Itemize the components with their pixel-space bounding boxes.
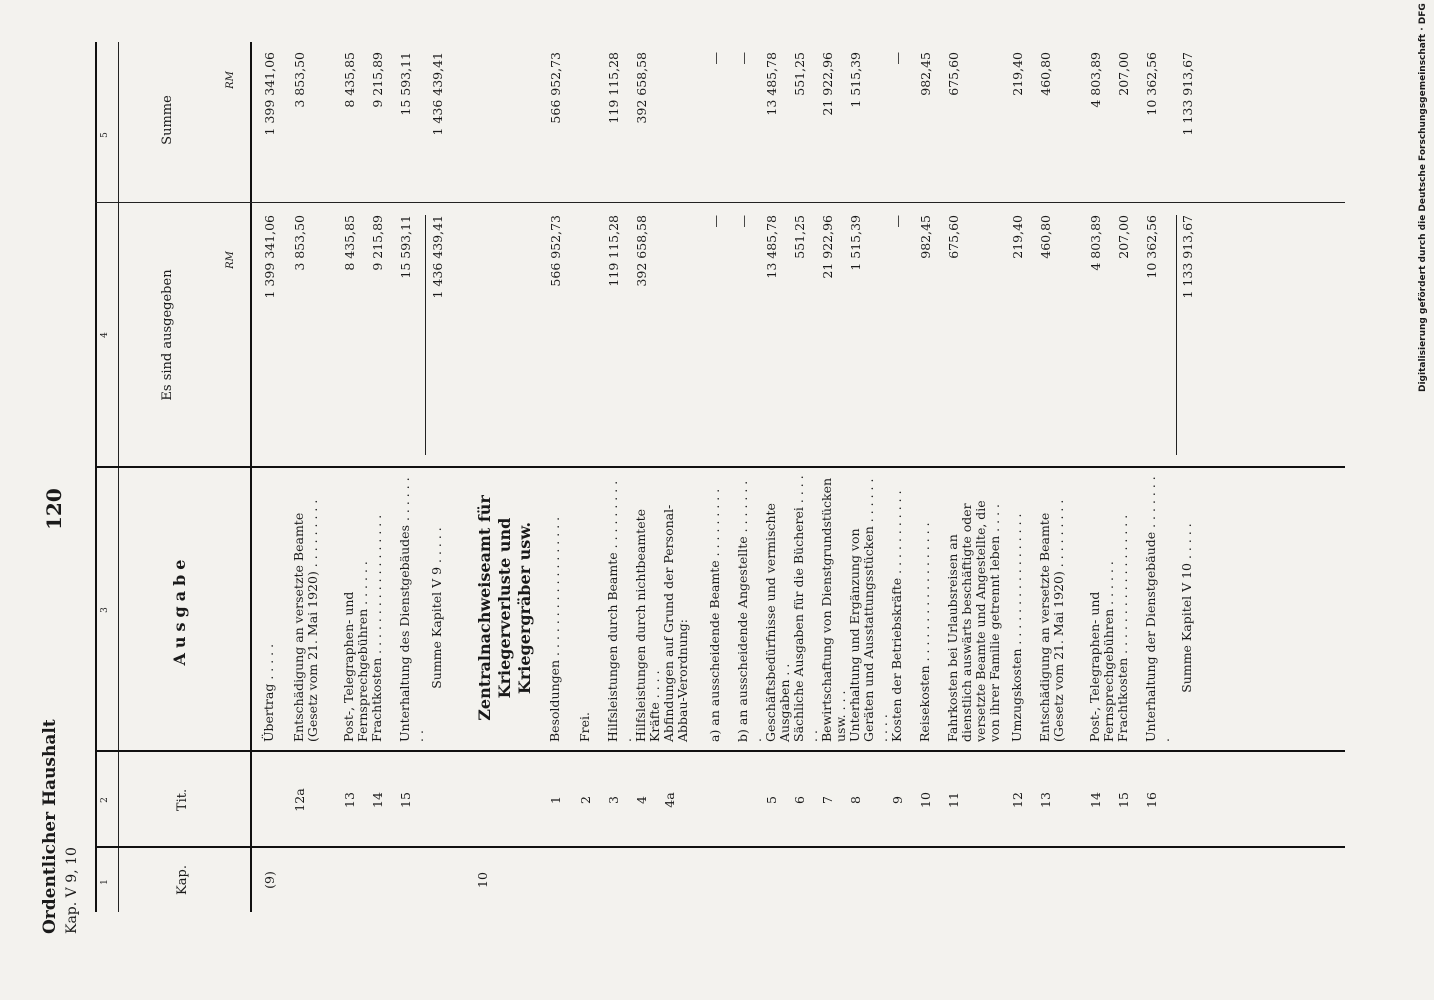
row-summe: 566 952,73: [548, 52, 563, 124]
row-description: Übertrag . . . . .: [261, 643, 276, 742]
document-title: Ordentlicher Haushalt: [40, 719, 60, 934]
row-ausgegeben: 219,40: [1010, 215, 1025, 259]
row-tit: 10: [918, 792, 933, 808]
row-ausgegeben: 8 435,85: [342, 215, 357, 271]
row-ausgegeben: 3 853,50: [292, 215, 307, 271]
row-description: Umzugskosten . . . . . . . . . . . . . . . . .: [1009, 513, 1024, 742]
row-description: b) an ausscheidende Angestellte . . . . . . . .: [735, 480, 764, 742]
row-summe: 207,00: [1116, 52, 1131, 96]
row-description: Bewirtschaftung von Dienstgrundstücken usw. . . .: [819, 477, 848, 742]
row-summe: 13 485,78: [764, 52, 779, 116]
row-summe: 10 362,56: [1144, 52, 1159, 116]
unit-summe: RM: [225, 71, 236, 89]
row-tit: 14: [1088, 792, 1103, 808]
row-description: Kosten der Betriebskräfte . . . . . . . . . . .: [889, 490, 904, 742]
header-bottom-rule: [250, 42, 252, 912]
row-tit: 12a: [292, 788, 307, 812]
col-divider-3: [95, 466, 1345, 468]
kapitel-reference: Kap. V 9, 10: [64, 847, 80, 934]
row-ausgegeben: 460,80: [1038, 215, 1053, 259]
page-number: 120: [42, 488, 66, 530]
unit-ausgegeben: RM: [225, 251, 236, 269]
row-description: Summe Kapitel V 10 . . . . .: [1179, 523, 1194, 693]
row-summe: 21 922,96: [820, 52, 835, 116]
row-ausgegeben: 15 593,11: [398, 215, 413, 279]
row-ausgegeben: —: [736, 215, 751, 228]
row-description: Reisekosten . . . . . . . . . . . . . . . . . .: [917, 522, 932, 742]
row-ausgegeben: 1 399 341,06: [262, 215, 277, 299]
row-ausgegeben: 9 215,89: [370, 215, 385, 271]
row-description: Summe Kapitel V 9 . . . . .: [429, 527, 444, 689]
row-description: Entschädigung an versetzte Beamte (Gesetz vom 21. Mai 1920) . . . . . . . . .: [291, 499, 320, 742]
col-divider-4: [95, 202, 1345, 203]
row-ausgegeben: 4 803,89: [1088, 215, 1103, 271]
col-header-ausgegeben: Es sind ausgegeben: [160, 269, 175, 401]
row-ausgegeben: —: [890, 215, 905, 228]
row-tit: 2: [578, 796, 593, 804]
col-header-summe: Summe: [160, 95, 175, 145]
col-header-kap: Kap.: [175, 865, 190, 895]
row-tit: 13: [342, 792, 357, 808]
row-description: Entschädigung an versetzte Beamte (Gesetz vom 21. Mai 1920) . . . . . . . . .: [1037, 499, 1066, 742]
row-tit: 13: [1038, 792, 1053, 808]
row-ausgegeben: 13 485,78: [764, 215, 779, 279]
row-tit: 15: [1116, 792, 1131, 808]
row-kap: (9): [262, 871, 277, 889]
row-tit: 11: [946, 792, 961, 808]
header-number-rule: [118, 42, 119, 912]
col-divider-1: [95, 846, 1345, 848]
row-summe: 9 215,89: [370, 52, 385, 108]
row-summe: —: [890, 52, 905, 65]
row-tit: 14: [370, 792, 385, 808]
row-ausgegeben: 1 133 913,67: [1180, 215, 1195, 299]
row-description: Sächliche Ausgaben für die Bücherei . . . . . .: [791, 475, 820, 742]
row-summe: 675,60: [946, 52, 961, 96]
column-number-1: 1: [100, 879, 110, 885]
row-ausgegeben: 982,45: [918, 215, 933, 259]
row-description: Post-, Telegraphen- und Fernsprechgebühren . . . . . .: [1087, 561, 1116, 742]
row-description: Unterhaltung der Dienstgebäude . . . . . . . .: [1143, 476, 1172, 742]
row-description: Geschäftsbedürfnisse und vermischte Ausgaben . .: [763, 503, 792, 742]
digitization-credit: [1418, 3, 1430, 392]
row-tit: 4a: [662, 792, 677, 808]
row-description: Unterhaltung des Dienstgebäudes . . . . . . . .: [397, 477, 426, 742]
row-summe: 460,80: [1038, 52, 1053, 96]
row-ausgegeben: 10 362,56: [1144, 215, 1159, 279]
row-tit: 3: [606, 796, 621, 804]
section-heading: Zentralnachweiseamt für Kriegerverluste und Kriegergräber usw.: [475, 495, 534, 721]
row-summe: —: [708, 52, 723, 65]
row-ausgegeben: 551,25: [792, 215, 807, 259]
row-tit: 9: [890, 796, 905, 804]
row-summe: 1 399 341,06: [262, 52, 277, 136]
row-summe: 551,25: [792, 52, 807, 96]
row-tit: 12: [1010, 792, 1025, 808]
row-summe: 1 515,39: [848, 52, 863, 108]
sum-rule: [425, 215, 426, 455]
row-description: Hilfsleistungen durch nichtbeamtete Kräfte . . . .: [633, 508, 662, 742]
row-summe: 15 593,11: [398, 52, 413, 116]
col-header-tit: Tit.: [175, 788, 190, 812]
row-description: Frachtkosten . . . . . . . . . . . . . . . . . .: [1115, 514, 1130, 742]
row-ausgegeben: 566 952,73: [548, 215, 563, 287]
row-ausgegeben: 21 922,96: [820, 215, 835, 279]
row-ausgegeben: 1 515,39: [848, 215, 863, 271]
row-summe: 4 803,89: [1088, 52, 1103, 108]
row-tit: 15: [398, 792, 413, 808]
row-summe: 392 658,58: [634, 52, 649, 124]
row-description: a) an ausscheidende Beamte . . . . . . . . .: [707, 488, 722, 742]
row-summe: 119 115,28: [606, 52, 621, 124]
row-description: Frachtkosten . . . . . . . . . . . . . . . . . .: [369, 514, 384, 742]
row-summe: 3 853,50: [292, 52, 307, 108]
row-description: Hilfsleistungen durch Beamte . . . . . . . . . .: [605, 480, 634, 742]
row-summe: 219,40: [1010, 52, 1025, 96]
row-ausgegeben: 392 658,58: [634, 215, 649, 287]
row-ausgegeben: 1 436 439,41: [430, 215, 445, 299]
row-summe: —: [736, 52, 751, 65]
column-number-4: 4: [100, 332, 110, 338]
row-summe: 1 436 439,41: [430, 52, 445, 136]
row-summe: 8 435,85: [342, 52, 357, 108]
row-description: Frei.: [577, 711, 592, 742]
table-top-rule: [95, 42, 97, 912]
sum-rule: [1176, 215, 1177, 455]
column-number-3: 3: [100, 607, 110, 613]
row-summe: 982,45: [918, 52, 933, 96]
row-tit: 7: [820, 796, 835, 804]
row-summe: 1 133 913,67: [1180, 52, 1195, 136]
row-description: Abfindungen auf Grund der Personal-Abbau-Verordnung:: [661, 504, 690, 742]
row-ausgegeben: 119 115,28: [606, 215, 621, 287]
col-header-ausgabe: Ausgabe: [170, 554, 189, 666]
digitization-credit-text: Digitalisierung gefördert durch die Deutsche Forschungsgemeinschaft · DFG: [1418, 3, 1428, 392]
row-tit: 16: [1144, 792, 1159, 808]
row-ausgegeben: 675,60: [946, 215, 961, 259]
column-number-2: 2: [100, 797, 110, 803]
row-tit: 6: [792, 796, 807, 804]
row-description: Unterhaltung und Ergänzung von Geräten und Ausstattungsstücken . . . . . . . . . .: [847, 478, 890, 742]
row-tit: 8: [848, 796, 863, 804]
row-description: Post-, Telegraphen- und Fernsprechgebühren . . . . . .: [341, 561, 370, 742]
row-tit: 4: [634, 796, 649, 804]
row-description: Fahrkosten bei Urlaubsreisen an dienstlich auswärts beschäftigte oder versetzte Beamte und Angestellte, die von ihrer Familie getrennt leben . . . .: [945, 500, 1002, 742]
row-tit: 1: [548, 796, 563, 804]
column-number-5: 5: [100, 132, 110, 138]
row-ausgegeben: 207,00: [1116, 215, 1131, 259]
row-description: Besoldungen . . . . . . . . . . . . . . . . . .: [547, 516, 562, 742]
row-tit: 5: [764, 796, 779, 804]
row-kap: 10: [475, 872, 490, 888]
col-divider-2: [95, 750, 1345, 752]
row-ausgegeben: —: [708, 215, 723, 228]
